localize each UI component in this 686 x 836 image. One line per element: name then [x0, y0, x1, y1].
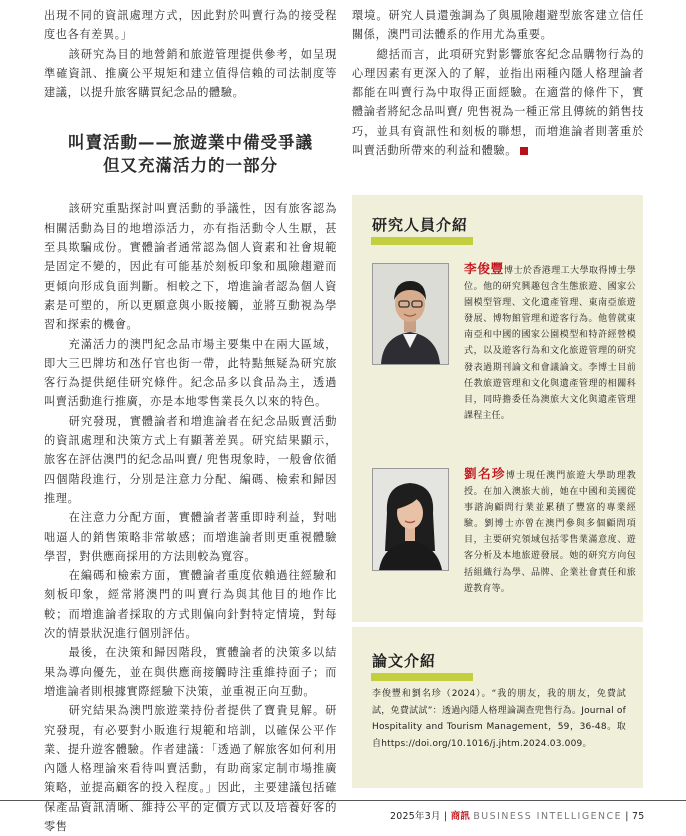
section-heading-line2: 但又充滿活力的一部分	[103, 156, 278, 176]
researcher-bio-text: 博士現任澳門旅遊大學助理教授。在加入澳旅大前，她在中國和美國從事諮詢顧問行業並累積了豐富的專業經驗。劉博士亦曾在澳門參與多個顧問項目，主要研究領域包括零售業滿意度、遊客分析及本地旅遊發展。她的研究方向包括組織行為學、品牌、企業社會責任和旅遊教育等。	[464, 471, 636, 594]
researchers-panel	[352, 195, 643, 622]
researcher-bio	[464, 466, 636, 597]
title-accent-bar	[371, 237, 473, 245]
portrait-man-icon	[372, 263, 449, 365]
footer-divider	[0, 800, 686, 801]
panel-title: 論文介紹	[372, 652, 437, 670]
citation-text: 李俊豐和劉名珍（2024）。“我的朋友，我的朋友，免費試試，免費試試”：透過內隱人格理論調查兜售行為。Journal of Hospitality and Tourism Management，59，36-48。取自https://doi.org/10.1016/j.jhtm.2024.03.009。	[372, 689, 626, 749]
portrait-woman-icon	[372, 468, 449, 571]
issue-date: 2025年3月	[390, 811, 441, 822]
body-paragraph: 環境。研究人員還強調為了與風險趨避型旅客建立信任關係，澳門司法體系的作用尤為重要。	[352, 9, 644, 42]
end-mark-icon: BI	[520, 147, 528, 155]
page-number: 75	[632, 811, 645, 822]
panel-title: 研究人員介紹	[372, 216, 469, 234]
body-paragraph: 在編碼和檢索方面，實體論者重度依賴過往經驗和刻板印象，經常將澳門的叫賣行為與其他目的地作比較；而増進論者採取的方式則偏向針對特定情境，對每次的情景狀況進行個別評估。	[44, 569, 337, 641]
body-paragraph: 研究結果為澳門旅遊業持份者提供了寶貴見解。研究發現，有必要對小販進行規範和培訓，以確保公平作業、提升遊客體驗。作者建議：「透過了解旅客如何利用內隱人格理論來看待叫賣活動，有助商家定制市場推廣策略，並提高顧客的投入程度。」因此，主要建議包括確保產品資訊清晰、維持公平的定價方式以及培養好客的零售	[44, 704, 337, 833]
researcher-name: 劉名珍	[464, 466, 506, 481]
body-paragraph: 研究發現，實體論者和増進論者在紀念品販賣活動的資訊處理和決策方式上有顯著差異。研究結果顯示，旅客在評估澳門的紀念品叫賣/ 兜售現象時，一般會依循四個階段進行，分別是注意力分配、編碼、檢索和歸因推理。	[44, 414, 337, 505]
footer-separator: |	[443, 811, 448, 822]
body-paragraph: 最後，在決策和歸因階段，實體論者的決策多以結果為導向優先，並在與供應商接觸時注重維持面子；而増進論者則根據實際經驗下決策，並重視正向互動。	[44, 646, 337, 698]
brand-logo: 商訊	[450, 811, 471, 822]
right-column	[352, 6, 644, 160]
body-paragraph: 出現不同的資訊處理方式，因此對於叫賣行為的接受程度也各有差異。」	[44, 9, 337, 42]
body-paragraph: 該研究為目的地營銷和旅遊管理提供參考，如呈現準確資訊、推廣公平規矩和建立值得信賴的司法制度等建議，以提升旅客購買紀念品的體驗。	[44, 47, 337, 100]
paper-panel	[352, 627, 643, 788]
researcher-name: 李俊豐	[464, 261, 505, 276]
footer-separator: |	[625, 811, 629, 822]
magazine-name: BUSINESS INTELLIGENCE	[473, 811, 622, 822]
section-heading	[44, 131, 337, 177]
body-paragraph: 在注意力分配方面，實體論者著重即時利益，對咄咄逼人的銷售策略非常敏感；而増進論者則更重視體驗學習，對供應商採用的方法則較為寬容。	[44, 511, 337, 563]
left-column	[44, 6, 337, 836]
researcher-bio-text: 博士於香港理工大學取得博士學位。他的研究興趣包含生態旅遊、國家公園模型管理、文化遺產管理、東南亞旅遊發展、博物館管理和遊客行為。他曾就東南亞和中國的國家公園模型和特許經營模式，以及遊客行為和文化旅遊管理的研究發表過期刊論文和會議論文。李博士目前任教旅遊管理和文化與遺產管理的相關科目，同時擔委任為澳旅大文化與遺產管理課程主任。	[464, 266, 636, 421]
page-footer	[390, 808, 645, 822]
body-paragraph: 充滿活力的澳門紀念品市場主要集中在兩大區域，即大三巴牌坊和氹仔官也街一帶，此特點無疑為研究旅客行為提供絕佳研究條件。紀念品多以食品為主，透過叫賣活動進行推廣，亦是本地零售業長久以來的特色。	[44, 337, 337, 409]
title-accent-bar	[371, 673, 473, 681]
body-paragraph	[352, 45, 644, 161]
section-heading-line1: 叫賣活動——旅遊業中備受爭議	[68, 133, 313, 153]
body-paragraph-text: 總括而言，此項研究對影響旅客紀念品購物行為的心理因素有更深入的了解，並指出兩種內隱人格理論者都能在叫賣行為中取得正面經驗。在適當的條件下，實體論者將紀念品叫賣/ 兜售視為一種正常且傳統的銷售技巧，並具有資訊性和刻板的聯想，而増進論者則著重於叫賣活動所帶來的利益和體驗。	[352, 47, 644, 158]
body-paragraph: 該研究重點探討叫賣活動的爭議性，因有旅客認為相關活動為目的地増添活力，亦有指活動令人生厭，甚至具欺騙成份。實體論者通常認為個人資素和社會規範是固定不變的，因此有可能基於刻板印象和風險趨避而更傾向形成負面判斷。相較之下，増進論者認為個人資素是可塑的，所以更願意與小販接觸，並將互動視為學習和探索的機會。	[44, 202, 337, 332]
researcher-bio	[464, 261, 636, 424]
